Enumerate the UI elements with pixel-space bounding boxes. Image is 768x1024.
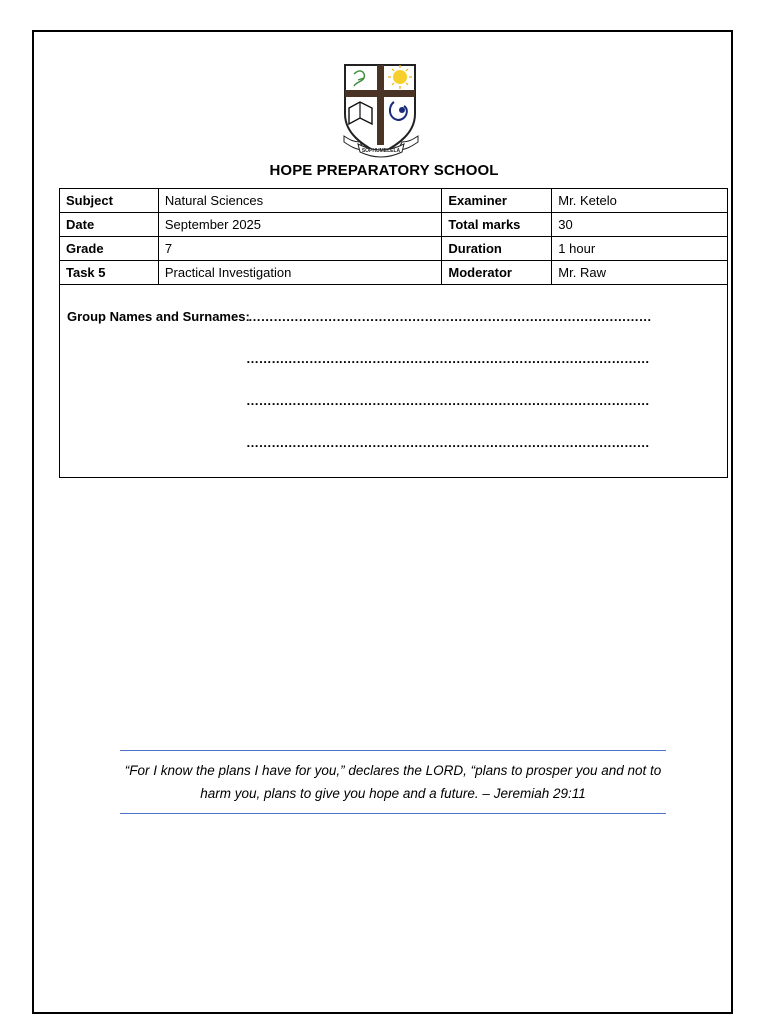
name-line-2[interactable]: …………………………………………………………………………………… — [246, 351, 650, 366]
date-value: September 2025 — [158, 213, 442, 237]
quote-bottom-rule — [120, 813, 666, 814]
task-label: Task 5 — [60, 261, 159, 285]
table-row — [60, 237, 728, 261]
task-value: Practical Investigation — [158, 261, 442, 285]
table-row — [60, 261, 728, 285]
total-marks-label: Total marks — [442, 213, 552, 237]
school-crest-logo — [342, 62, 420, 158]
duration-label: Duration — [442, 237, 552, 261]
name-line-4[interactable]: …………………………………………………………………………………… — [246, 435, 650, 450]
subject-value: Natural Sciences — [158, 189, 442, 213]
examiner-value: Mr. Ketelo — [552, 189, 728, 213]
grade-label: Grade — [60, 237, 159, 261]
total-marks-value: 30 — [552, 213, 728, 237]
examiner-label: Examiner — [442, 189, 552, 213]
subject-label: Subject — [60, 189, 159, 213]
moderator-value: Mr. Raw — [552, 261, 728, 285]
svg-text:SOPHUMELELA: SOPHUMELELA — [361, 148, 401, 154]
moderator-label: Moderator — [442, 261, 552, 285]
assessment-info-table — [59, 188, 728, 285]
date-label: Date — [60, 213, 159, 237]
scripture-quote: “For I know the plans I have for you,” declares the LORD, “plans to prosper you and not to harm you, plans to give you hope and a future. – Jeremiah 29:11 — [124, 763, 662, 801]
group-names-section — [59, 285, 728, 478]
school-name: HOPE PREPARATORY SCHOOL — [269, 162, 499, 179]
table-row — [60, 213, 728, 237]
duration-value: 1 hour — [552, 237, 728, 261]
grade-value: 7 — [158, 237, 442, 261]
group-names-label: Group Names and Surnames: — [67, 309, 250, 324]
name-line-1[interactable]: …………………………………………………………………………………… — [248, 309, 652, 324]
table-row — [60, 189, 728, 213]
quote-top-rule — [120, 750, 666, 751]
name-line-3[interactable]: …………………………………………………………………………………… — [246, 393, 650, 408]
